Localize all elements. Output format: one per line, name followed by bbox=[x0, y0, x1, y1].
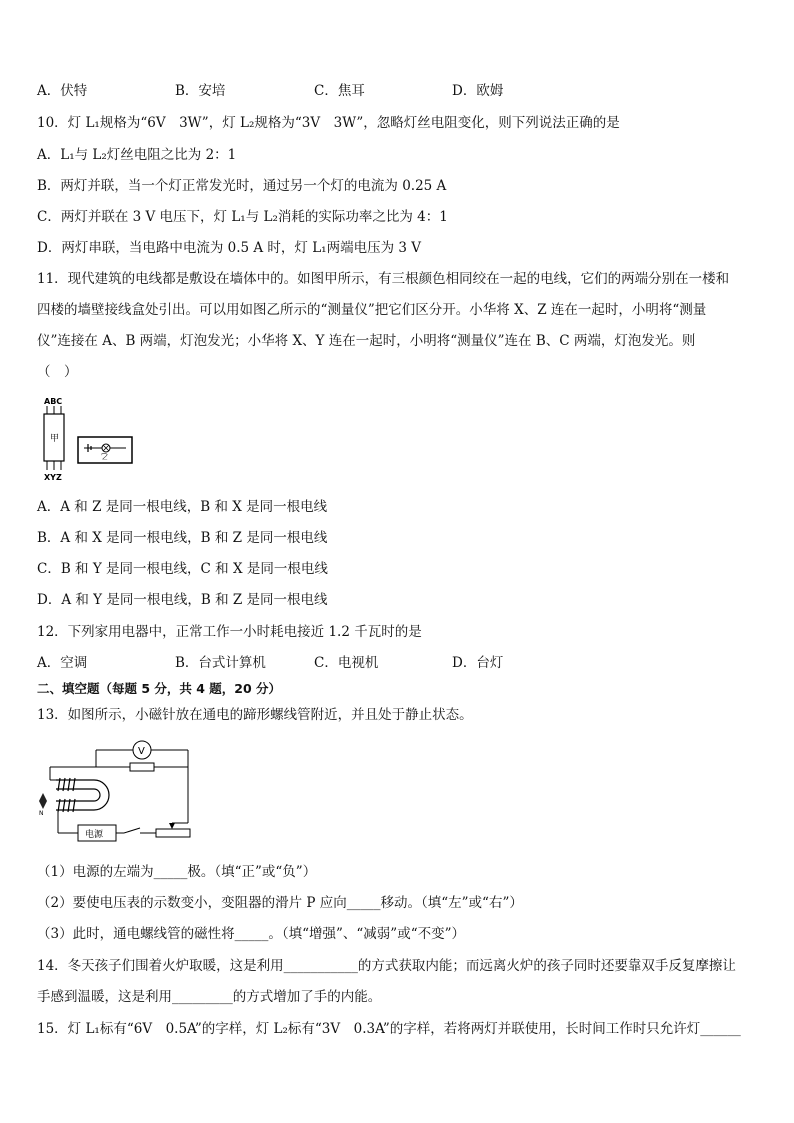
q10-stem: 10．灯 L₁规格为“6V 3W”，灯 L₂规格为“3V 3W”，忽略灯丝电阻变化，则下列说法正确的是 bbox=[37, 115, 620, 131]
q14-line2: 手感到温暖，这是利用_________的方式增加了手的内能。 bbox=[37, 989, 382, 1005]
q11-figure bbox=[36, 394, 136, 486]
q13-needle-label: N bbox=[39, 810, 44, 817]
q12-option-a: A．空调 bbox=[37, 655, 88, 671]
q11-option-d: D．A 和 Y 是同一根电线，B 和 Z 是同一根电线 bbox=[37, 592, 328, 608]
q15-line1: 15．灯 L₁标有“6V 0.5A”的字样，灯 L₂标有“3V 0.3A”的字样，若将两灯并联使用，长时间工作时只允许灯______ bbox=[37, 1021, 741, 1037]
q11-answer-paren: （ ） bbox=[37, 364, 78, 380]
q11-fig-label-jia: 甲 bbox=[50, 434, 60, 444]
q12-option-d: D．台灯 bbox=[452, 655, 504, 671]
q11-option-a: A．A 和 Z 是同一根电线，B 和 X 是同一根电线 bbox=[37, 499, 328, 515]
q13-part-1: （1）电源的左端为_____极。（填“正”或“负”） bbox=[37, 864, 317, 880]
q13-circuit-figure bbox=[36, 737, 194, 847]
q12-option-c: C．电视机 bbox=[314, 655, 379, 671]
q13-part-3: （3）此时，通电螺线管的磁性将_____。（填“增强”、“减弱”或“不变”） bbox=[37, 926, 465, 942]
q11-fig-label-abc: ABC bbox=[44, 397, 63, 406]
q10-option-a: A．L₁与 L₂灯丝电阻之比为 2：1 bbox=[37, 147, 237, 163]
q11-option-c: C．B 和 Y 是同一根电线，C 和 X 是同一根电线 bbox=[37, 561, 328, 577]
q11-option-b: B．A 和 X 是同一根电线，B 和 Z 是同一根电线 bbox=[37, 530, 328, 546]
q9-option-a: A．伏特 bbox=[37, 83, 88, 99]
q13-coil bbox=[58, 778, 75, 812]
q13-source-label: 电源 bbox=[85, 830, 104, 840]
q13-slider-p bbox=[169, 823, 175, 829]
q12-option-b: B．台式计算机 bbox=[175, 655, 266, 671]
q11-stem-line2: 四楼的墙壁接线盒处引出。可以用如图乙所示的“测量仪”把它们区分开。小华将 X、Z 连在一起时，小明将“测量 bbox=[37, 302, 707, 318]
q13-stem: 13．如图所示，小磁针放在通电的蹄形螺线管附近，并且处于静止状态。 bbox=[37, 707, 473, 723]
q11-fig-label-xyz: XYZ bbox=[44, 473, 62, 482]
q11-stem-line3: 仪”连接在 A、B 两端，灯泡发光；小华将 X、Y 连在一起时，小明将“测量仪”连在 B、C 两端，灯泡发光。则 bbox=[37, 333, 696, 349]
q14-line1: 14．冬天孩子们围着火炉取暖，这是利用___________的方式获取内能；而远离火炉的孩子同时还要靠双手反复摩擦让 bbox=[37, 958, 736, 974]
q13-part-2: （2）要使电压表的示数变小，变阻器的滑片 P 应向_____移动。（填“左”或“右”） bbox=[37, 895, 523, 911]
section-2-heading: 二、填空题（每题 5 分，共 4 题，20 分） bbox=[37, 681, 282, 696]
q13-resistor bbox=[130, 763, 154, 771]
compass-needle-icon bbox=[39, 793, 47, 809]
q12-stem: 12．下列家用电器中，正常工作一小时耗电接近 1.2 千瓦时的是 bbox=[37, 624, 422, 640]
q11-fig-label-yi: 乙 bbox=[101, 452, 108, 460]
q10-option-b: B．两灯并联，当一个灯正常发光时，通过另一个灯的电流为 0.25 A bbox=[37, 178, 447, 194]
q9-option-d: D．欧姆 bbox=[452, 83, 504, 99]
q11-stem-line1: 11．现代建筑的电线都是敷设在墙体中的。如图甲所示，有三根颜色相同绞在一起的电线，它们的两端分别在一楼和 bbox=[37, 271, 730, 287]
q9-option-c: C．焦耳 bbox=[314, 83, 365, 99]
q13-switch bbox=[124, 828, 140, 833]
q10-option-c: C．两灯并联在 3 V 电压下，灯 L₁与 L₂消耗的实际功率之比为 4：1 bbox=[37, 209, 448, 225]
q13-rheostat bbox=[156, 829, 190, 837]
q10-option-d: D．两灯串联，当电路中电流为 0.5 A 时，灯 L₁两端电压为 3 V bbox=[37, 240, 422, 256]
q9-option-b: B．安培 bbox=[175, 83, 226, 99]
q13-voltmeter-label: V bbox=[138, 746, 145, 757]
